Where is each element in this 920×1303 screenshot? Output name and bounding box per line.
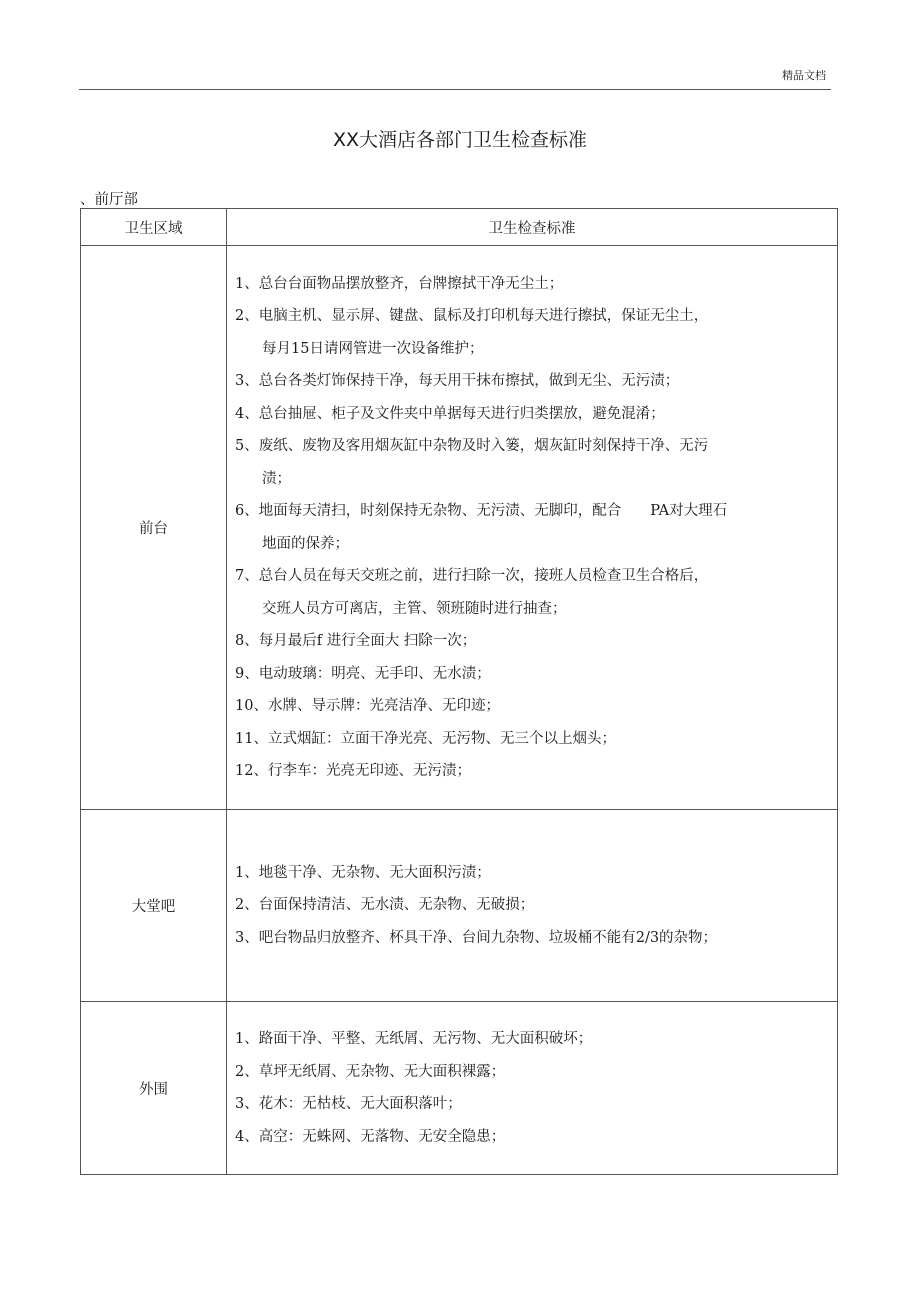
standards-list [235,857,825,955]
area-cell: 前台 [81,246,227,810]
standard-text: 2、草坪无纸屑、无杂物、无大面积裸露； [235,1063,506,1080]
header-divider [79,89,831,90]
standard-item [235,723,825,756]
standard-text: 2、电脑主机、显示屏、键盘、鼠标及打印机每天进行擦拭，保证无尘土， [235,308,709,324]
section-title: 、前厅部 [80,192,138,208]
standard-text: 4、高空：无蛛网、无落物、无安全隐患； [235,1128,506,1145]
standard-item [235,1056,825,1089]
standard-item [235,755,825,788]
standard-item [235,495,825,560]
standard-text: 6、地面每天清扫，时刻保持无杂物、无污渍、无脚印，配合 PA对大理石 [235,503,728,519]
document-title: XX大酒店各部门卫生检查标准 [332,129,588,151]
standard-item [235,658,825,691]
area-cell: 大堂吧 [81,810,227,1002]
standard-item [235,922,825,955]
header-area: 卫生区域 [81,209,227,246]
standard-text: 1、总台台面物品摆放整齐，台牌擦拭干净无尘土； [235,275,564,292]
standard-text: 2、台面保持清洁、无水渍、无杂物、无破损； [235,897,535,914]
standard-item [235,300,825,365]
standard-text: 1、地毯干净、无杂物、无大面积污渍； [235,864,491,881]
standard-text: 渍； [262,470,291,487]
standard-item [235,430,825,495]
standard-text: 1、路面干净、平整、无纸屑、无污物、无大面积破坏； [235,1031,593,1047]
standards-list [235,268,825,788]
area-cell: 外围 [81,1002,227,1175]
standard-text: 7、总台人员在每天交班之前，进行扫除一次，接班人员检查卫生合格后， [235,568,709,584]
standard-text: 8、每月最后f 进行全面大 扫除一次； [235,633,477,649]
standard-item [235,268,825,301]
standards-cell [227,246,838,810]
standard-item [235,625,825,658]
standard-text: 11、立式烟缸：立面干净光亮、无污物、无三个以上烟头； [235,730,616,747]
hygiene-standards-table [80,208,838,1175]
standard-item [235,398,825,431]
standard-text: 4、总台抽屉、柜子及文件夹中单据每天进行归类摆放，避免混淆； [235,405,665,422]
standards-cell [227,1002,838,1175]
table-header-row [81,209,838,246]
table-row [81,810,838,1002]
standard-item [235,1023,825,1056]
standards-list [235,1023,825,1153]
standard-text: 10、水牌、导示牌：光亮洁净、无印迹； [235,698,500,714]
standard-text: 3、花木：无枯枝、无大面积落叶； [235,1096,462,1112]
standard-text: 12、行李车：光亮无印迹、无污渍； [235,763,471,779]
standard-text: 3、总台各类灯饰保持干净，每天用干抹布擦拭，做到无尘、无污渍； [235,373,680,389]
standard-text: 5、废纸、废物及客用烟灰缸中杂物及时入篓，烟灰缸时刻保持干净、无污 [235,438,709,454]
standard-item [235,365,825,398]
standard-text: 每月15日请网管进一次设备维护； [262,340,484,357]
standards-cell [227,810,838,1002]
table-row [81,246,838,810]
standard-item [235,889,825,922]
standard-text: 9、电动玻璃：明亮、无手印、无水渍； [235,665,491,682]
standard-item [235,857,825,890]
standard-item [235,690,825,723]
standard-item [235,560,825,625]
standard-item [235,1121,825,1154]
standard-text: 交班人员方可离店，主管、领班随时进行抽查； [262,600,567,617]
header-standard: 卫生检查标准 [227,209,838,246]
standard-item [235,1088,825,1121]
header-label: 精品文档 [782,69,826,82]
standard-text: 3、吧台物品归放整齐、杯具干净、台间九杂物、垃圾桶不能有2/3的杂物； [235,929,718,946]
table-row [81,1002,838,1175]
standard-text: 地面的保养； [262,535,349,552]
